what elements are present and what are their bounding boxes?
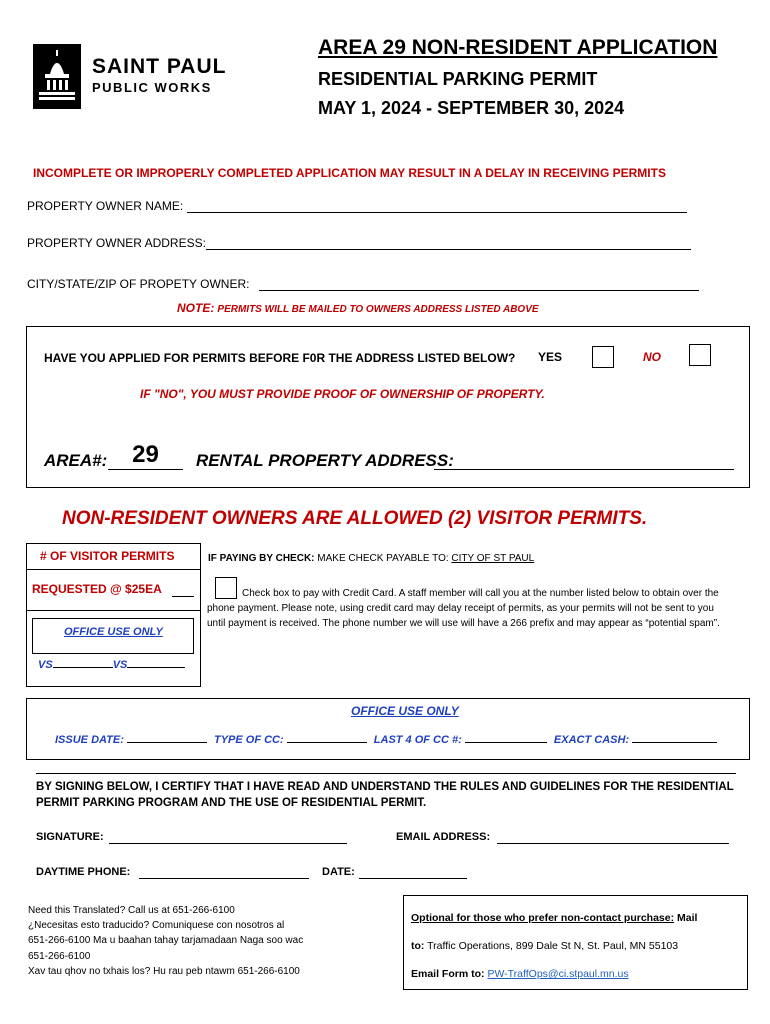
check-payee: CITY OF ST PAUL bbox=[451, 553, 535, 564]
phone-field[interactable] bbox=[139, 878, 309, 879]
mail-label: Mail bbox=[677, 912, 698, 924]
owner-address-row bbox=[27, 236, 206, 250]
vs-label-1: VS bbox=[38, 659, 53, 671]
owner-city-field[interactable] bbox=[259, 290, 699, 291]
last4-label: LAST 4 OF CC #: bbox=[373, 734, 462, 746]
visitor-count-label: # OF VISITOR PERMITS bbox=[40, 549, 175, 563]
visitor-requested-label: REQUESTED @ $25EA bbox=[32, 582, 162, 596]
email-label: EMAIL ADDRESS: bbox=[396, 831, 491, 843]
mail-to-row bbox=[411, 940, 678, 952]
office-use-fields bbox=[55, 734, 717, 746]
translate-line-4: 651-266-6100 bbox=[28, 950, 91, 962]
to-address: Traffic Operations, 899 Dale St N, St. Paul, MN 55103 bbox=[427, 940, 679, 952]
vs-label-2: VS bbox=[112, 659, 128, 671]
owner-address-label: PROPERTY OWNER ADDRESS: bbox=[27, 236, 206, 250]
org-name: SAINT PAUL bbox=[92, 55, 227, 78]
area-value[interactable]: 29 bbox=[108, 441, 183, 470]
certify-text: BY SIGNING BELOW, I CERTIFY THAT I HAVE READ AND UNDERSTAND THE RULES AND GUIDELINES FOR THE RESIDENTIAL PERMIT PARKING PROGRAM AND THE USE OF RESIDENTIAL PERMIT. bbox=[36, 781, 734, 809]
email-form-label: Email Form to: bbox=[411, 968, 485, 980]
signature-field[interactable] bbox=[109, 843, 347, 844]
office-use-small: OFFICE USE ONLY bbox=[64, 626, 163, 638]
owner-address-field[interactable] bbox=[206, 249, 691, 250]
yes-checkbox[interactable] bbox=[592, 346, 614, 368]
area-label: AREA#: bbox=[44, 451, 108, 470]
divider bbox=[26, 569, 201, 570]
rental-address-label: RENTAL PROPERTY ADDRESS: bbox=[196, 451, 454, 470]
office-use-title: OFFICE USE ONLY bbox=[351, 704, 459, 718]
logo bbox=[33, 44, 81, 109]
phone-label: DAYTIME PHONE: bbox=[36, 866, 131, 878]
optional-heading: Optional for those who prefer non-contact purchase: bbox=[411, 912, 675, 924]
email-link[interactable]: PW-TraffOps@ci.stpaul.mn.us bbox=[487, 968, 629, 980]
note-prefix: NOTE: bbox=[177, 301, 215, 315]
signature-label: SIGNATURE: bbox=[36, 831, 104, 843]
rental-address-field[interactable] bbox=[434, 469, 734, 470]
certify-divider bbox=[36, 773, 736, 774]
divider bbox=[26, 610, 201, 611]
check-label: IF PAYING BY CHECK: bbox=[208, 553, 315, 564]
owner-name-label: PROPERTY OWNER NAME: bbox=[27, 199, 184, 213]
mail-note bbox=[177, 301, 539, 315]
vs-row bbox=[38, 659, 185, 671]
no-label: NO bbox=[643, 350, 661, 364]
owner-city-label: CITY/STATE/ZIP OF PROPETY OWNER: bbox=[27, 277, 250, 291]
owner-name-field[interactable] bbox=[187, 212, 687, 213]
capitol-logo-icon bbox=[33, 44, 81, 109]
owner-name-row bbox=[27, 199, 697, 213]
date-label: DATE: bbox=[322, 866, 355, 878]
type-cc-label: TYPE OF CC: bbox=[213, 734, 284, 746]
permit-dates: MAY 1, 2024 - SEPTEMBER 30, 2024 bbox=[318, 98, 625, 118]
translate-line-1: Need this Translated? Call us at 651-266-6100 bbox=[28, 905, 235, 916]
applied-question: HAVE YOU APPLIED FOR PERMITS BEFORE F0R THE ADDRESS LISTED BELOW? bbox=[44, 351, 516, 365]
email-field[interactable] bbox=[497, 843, 729, 844]
org-dept: PUBLIC WORKS bbox=[92, 80, 212, 95]
date-field[interactable] bbox=[359, 878, 467, 879]
note-text: PERMITS WILL BE MAILED TO OWNERS ADDRESS LISTED ABOVE bbox=[217, 304, 539, 315]
credit-card-text: Check box to pay with Credit Card. A staff member will call you at the number listed below to obtain over the phone payment. Please note, using credit card may delay receipt of permits, as your permits will not be sent to you until payment is received. The phone number we will use will have a 266 prefix and may appear as “potential spam”. bbox=[207, 588, 720, 629]
check-text: MAKE CHECK PAYABLE TO: bbox=[317, 553, 449, 564]
translate-line-3: 651-266-6100 Ma u baahan tahay tarjamadaan Naga soo wac bbox=[28, 935, 304, 947]
no-checkbox[interactable] bbox=[689, 344, 711, 366]
visitor-count-field[interactable] bbox=[172, 596, 194, 597]
check-payment-row bbox=[208, 553, 534, 564]
to-label: to: bbox=[411, 940, 425, 952]
optional-heading-row bbox=[411, 912, 697, 924]
yes-label: YES bbox=[538, 350, 563, 364]
visitor-heading: NON-RESIDENT OWNERS ARE ALLOWED (2) VISITOR PERMITS. bbox=[62, 508, 648, 529]
warning-text: INCOMPLETE OR IMPROPERLY COMPLETED APPLICATION MAY RESULT IN A DELAY IN RECEIVING PERMITS bbox=[33, 166, 666, 180]
exact-cash-label: EXACT CASH: bbox=[553, 734, 630, 746]
email-form-row bbox=[411, 968, 629, 980]
issue-date-label: ISSUE DATE: bbox=[55, 734, 124, 746]
translate-line-5: Xav tau qhov no txhais los? Hu rau peb ntawm 651-266-6100 bbox=[28, 965, 300, 977]
owner-city-row bbox=[27, 277, 249, 291]
translate-line-2: ¿Necesitas esto traducido? Comuniquese con nosotros al bbox=[28, 920, 285, 932]
translate-block bbox=[28, 903, 303, 979]
page-title: AREA 29 NON-RESIDENT APPLICATION bbox=[318, 36, 718, 59]
proof-text: IF "NO", YOU MUST PROVIDE PROOF OF OWNERSHIP OF PROPERTY. bbox=[140, 387, 545, 401]
page-subtitle: RESIDENTIAL PARKING PERMIT bbox=[318, 69, 598, 89]
